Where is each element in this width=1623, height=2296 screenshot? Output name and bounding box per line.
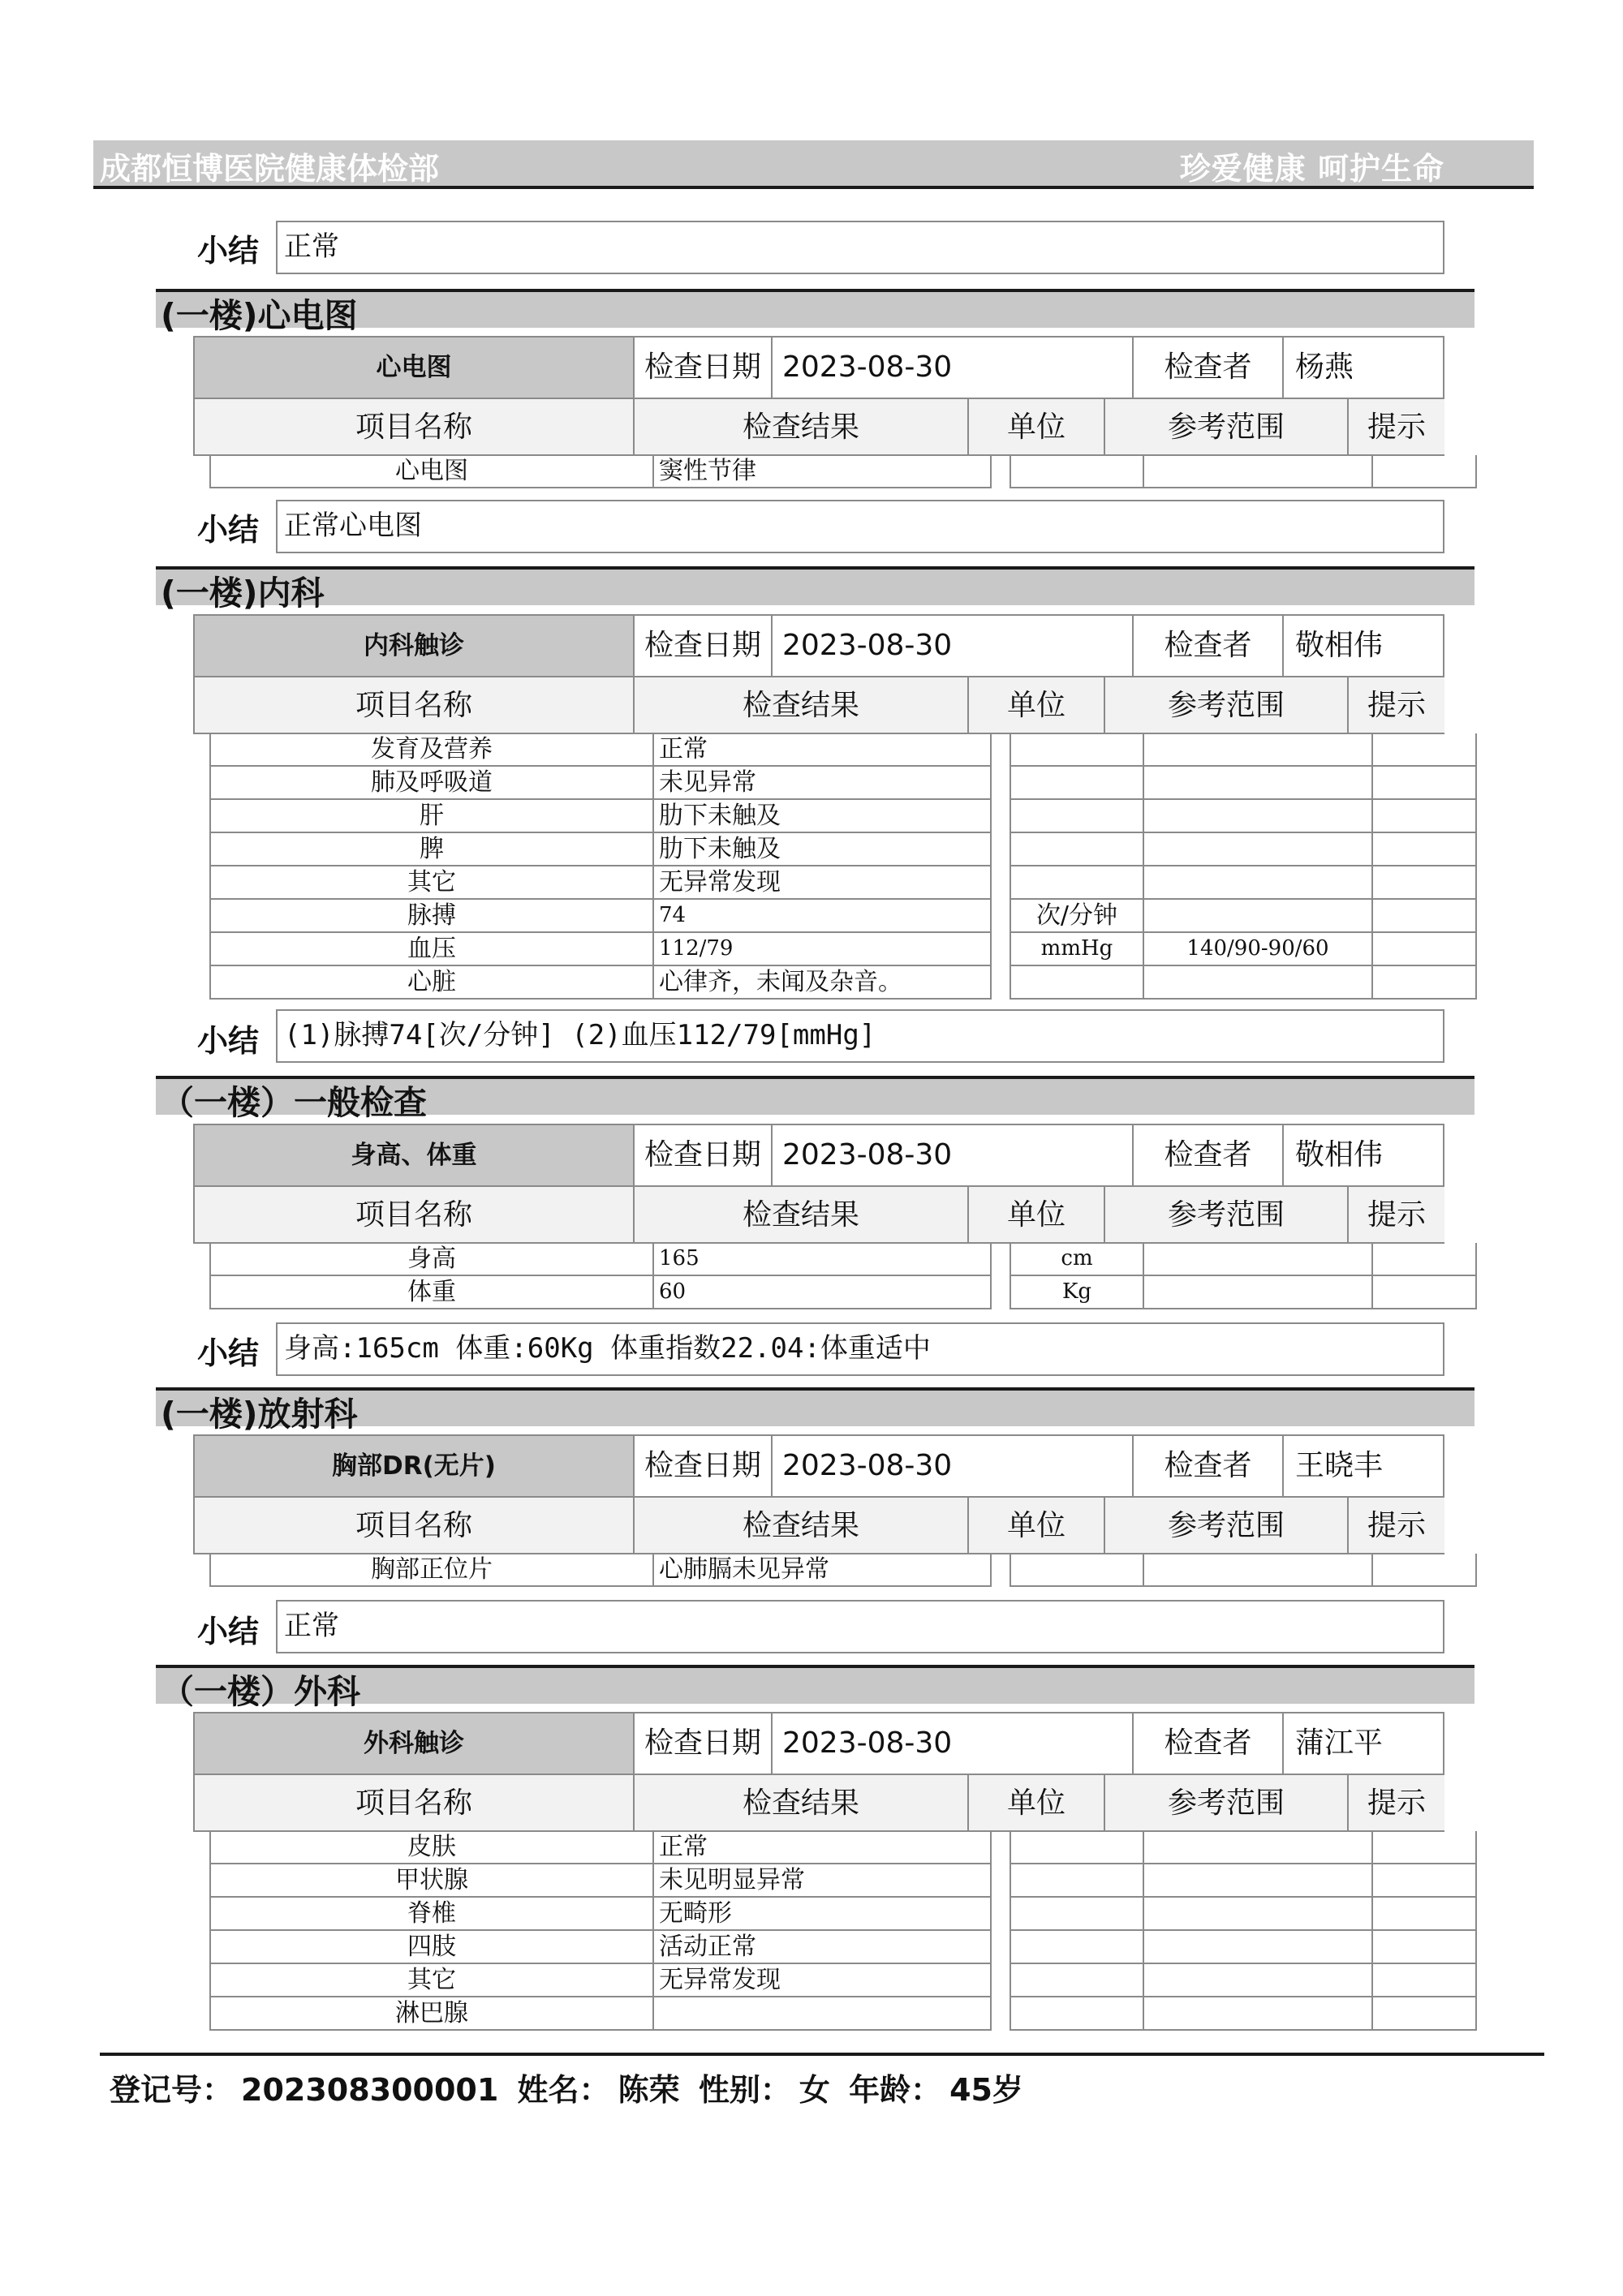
item-name: 脉搏 xyxy=(209,900,654,933)
exam-header xyxy=(193,1712,1444,1832)
table-row xyxy=(209,733,1477,767)
checker-name: 敬相伟 xyxy=(1282,616,1444,676)
col-header-tip: 提示 xyxy=(1347,1496,1444,1553)
name-label: 姓名： xyxy=(517,2072,610,2108)
col-header-unit: 单位 xyxy=(967,676,1104,733)
exam-date: 2023-08-30 xyxy=(771,1436,1327,1496)
col-header-name: 项目名称 xyxy=(195,1774,633,1830)
item-range xyxy=(1144,733,1373,767)
item-name: 发育及营养 xyxy=(209,733,654,767)
table-row xyxy=(209,767,1477,800)
summary-text: 身高:165cm 体重:60Kg 体重指数22.04:体重适中 xyxy=(276,1322,1444,1376)
result-rows xyxy=(209,733,1477,1000)
section-header xyxy=(156,1387,1474,1434)
item-range xyxy=(1144,1554,1373,1587)
summary-text: (1)脉搏74[次/分钟] (2)血压112/79[mmHg] xyxy=(276,1009,1444,1063)
col-header-tip: 提示 xyxy=(1347,398,1444,454)
col-header-result: 检查结果 xyxy=(633,1496,967,1553)
item-tip xyxy=(1373,1931,1477,1964)
item-result: 无异常发现 xyxy=(654,1964,992,1997)
item-result: 肋下未触及 xyxy=(654,800,992,833)
summary-label: 小结 xyxy=(197,512,260,548)
footer-divider xyxy=(100,2053,1544,2056)
item-name: 四肢 xyxy=(209,1931,654,1964)
slogan: 珍爱健康 呵护生命 xyxy=(1179,151,1444,187)
summary-text: 正常 xyxy=(276,221,1444,274)
item-result: 未见异常 xyxy=(654,767,992,800)
item-unit: Kg xyxy=(1010,1276,1144,1309)
col-header-name: 项目名称 xyxy=(195,398,633,454)
hospital-name: 成都恒博医院健康体检部 xyxy=(100,151,440,187)
col-header-range: 参考范围 xyxy=(1104,1185,1347,1242)
table-row xyxy=(209,933,1477,966)
table-row xyxy=(209,455,1477,488)
table-row xyxy=(209,866,1477,900)
exam-name: 外科触诊 xyxy=(195,1713,633,1774)
item-name: 皮肤 xyxy=(209,1831,654,1864)
item-result: 心律齐，未闻及杂音。 xyxy=(654,966,992,1000)
item-name: 肝 xyxy=(209,800,654,833)
col-header-range: 参考范围 xyxy=(1104,398,1347,454)
section-title: (一楼)心电图 xyxy=(161,296,358,335)
item-tip xyxy=(1373,833,1477,866)
item-range xyxy=(1144,1898,1373,1931)
item-unit xyxy=(1010,733,1144,767)
table-row xyxy=(209,1554,1477,1587)
item-result: 窦性节律 xyxy=(654,455,992,488)
item-result: 112/79 xyxy=(654,933,992,966)
checker-name: 敬相伟 xyxy=(1282,1125,1444,1185)
item-name: 其它 xyxy=(209,1964,654,1997)
item-result: 165 xyxy=(654,1243,992,1276)
exam-date: 2023-08-30 xyxy=(771,1713,1327,1774)
item-name: 肺及呼吸道 xyxy=(209,767,654,800)
item-result: 无异常发现 xyxy=(654,866,992,900)
checker-label: 检查者 xyxy=(1132,338,1282,398)
item-unit xyxy=(1010,1554,1144,1587)
item-result: 正常 xyxy=(654,733,992,767)
result-rows xyxy=(209,1831,1477,2031)
item-range xyxy=(1144,1243,1373,1276)
exam-date: 2023-08-30 xyxy=(771,338,1327,398)
item-range xyxy=(1144,1997,1373,2031)
item-tip xyxy=(1373,1964,1477,1997)
date-label: 检查日期 xyxy=(633,1436,771,1496)
col-header-result: 检查结果 xyxy=(633,1774,967,1830)
age-label: 年龄： xyxy=(849,2072,942,2108)
item-unit xyxy=(1010,1931,1144,1964)
section-title: (一楼)内科 xyxy=(161,574,325,613)
date-label: 检查日期 xyxy=(633,1125,771,1185)
table-row xyxy=(209,1964,1477,1997)
exam-date: 2023-08-30 xyxy=(771,1125,1327,1185)
item-tip xyxy=(1373,455,1477,488)
section-header xyxy=(156,1076,1474,1122)
checker-name: 王晓丰 xyxy=(1282,1436,1444,1496)
item-unit xyxy=(1010,1831,1144,1864)
checker-name: 蒲江平 xyxy=(1282,1713,1444,1774)
table-row xyxy=(209,1276,1477,1309)
item-unit xyxy=(1010,866,1144,900)
item-tip xyxy=(1373,1864,1477,1898)
checker-label: 检查者 xyxy=(1132,1713,1282,1774)
summary-text: 正常 xyxy=(276,1600,1444,1653)
section-title: (一楼)放射科 xyxy=(161,1395,358,1434)
item-name: 脊椎 xyxy=(209,1898,654,1931)
item-tip xyxy=(1373,1997,1477,2031)
checker-name: 杨燕 xyxy=(1282,338,1444,398)
item-range xyxy=(1144,800,1373,833)
item-name: 其它 xyxy=(209,866,654,900)
item-unit xyxy=(1010,1898,1144,1931)
item-result xyxy=(654,1997,992,2031)
item-name: 心电图 xyxy=(209,455,654,488)
item-unit xyxy=(1010,833,1144,866)
item-unit: 次/分钟 xyxy=(1010,900,1144,933)
item-tip xyxy=(1373,1898,1477,1931)
col-header-result: 检查结果 xyxy=(633,676,967,733)
item-name: 淋巴腺 xyxy=(209,1997,654,2031)
table-row xyxy=(209,1864,1477,1898)
table-row xyxy=(209,1243,1477,1276)
item-range xyxy=(1144,1831,1373,1864)
item-result: 肋下未触及 xyxy=(654,833,992,866)
table-row xyxy=(209,1898,1477,1931)
item-result: 正常 xyxy=(654,1831,992,1864)
item-range: 140/90-90/60 xyxy=(1144,933,1373,966)
col-header-name: 项目名称 xyxy=(195,676,633,733)
item-range xyxy=(1144,767,1373,800)
item-name: 血压 xyxy=(209,933,654,966)
col-header-unit: 单位 xyxy=(967,1774,1104,1830)
col-header-range: 参考范围 xyxy=(1104,1496,1347,1553)
table-row xyxy=(209,833,1477,866)
patient-footer xyxy=(110,2065,1031,2109)
page-header xyxy=(93,140,1534,189)
summary-label: 小结 xyxy=(197,233,260,269)
item-unit xyxy=(1010,800,1144,833)
col-header-tip: 提示 xyxy=(1347,1774,1444,1830)
patient-gender: 女 xyxy=(799,2072,830,2108)
item-tip xyxy=(1373,800,1477,833)
exam-name: 心电图 xyxy=(195,338,633,398)
item-tip xyxy=(1373,1554,1477,1587)
item-name: 胸部正位片 xyxy=(209,1554,654,1587)
result-rows xyxy=(209,1243,1477,1309)
item-result: 74 xyxy=(654,900,992,933)
summary-text: 正常心电图 xyxy=(276,500,1444,553)
item-unit xyxy=(1010,1864,1144,1898)
col-header-name: 项目名称 xyxy=(195,1185,633,1242)
col-header-unit: 单位 xyxy=(967,1185,1104,1242)
reg-label: 登记号： xyxy=(110,2072,234,2108)
summary-label: 小结 xyxy=(197,1335,260,1371)
patient-name: 陈荣 xyxy=(618,2072,680,2108)
exam-name: 身高、体重 xyxy=(195,1125,633,1185)
item-tip xyxy=(1373,866,1477,900)
col-header-range: 参考范围 xyxy=(1104,1774,1347,1830)
checker-label: 检查者 xyxy=(1132,1125,1282,1185)
patient-age: 45岁 xyxy=(949,2072,1023,2108)
item-tip xyxy=(1373,767,1477,800)
result-rows xyxy=(209,455,1477,488)
table-row xyxy=(209,1997,1477,2031)
exam-header xyxy=(193,1434,1444,1554)
item-range xyxy=(1144,866,1373,900)
item-name: 心脏 xyxy=(209,966,654,1000)
item-unit xyxy=(1010,966,1144,1000)
col-header-result: 检查结果 xyxy=(633,1185,967,1242)
item-range xyxy=(1144,1964,1373,1997)
item-tip xyxy=(1373,1831,1477,1864)
col-header-name: 项目名称 xyxy=(195,1496,633,1553)
date-label: 检查日期 xyxy=(633,338,771,398)
item-result: 无畸形 xyxy=(654,1898,992,1931)
item-range xyxy=(1144,900,1373,933)
item-result: 未见明显异常 xyxy=(654,1864,992,1898)
summary-label: 小结 xyxy=(197,1023,260,1059)
exam-header xyxy=(193,336,1444,456)
section-header xyxy=(156,1665,1474,1711)
gender-label: 性别： xyxy=(698,2072,791,2108)
table-row xyxy=(209,800,1477,833)
item-unit: cm xyxy=(1010,1243,1144,1276)
item-unit xyxy=(1010,455,1144,488)
item-result: 心肺膈未见异常 xyxy=(654,1554,992,1587)
item-tip xyxy=(1373,1276,1477,1309)
col-header-unit: 单位 xyxy=(967,1496,1104,1553)
item-name: 身高 xyxy=(209,1243,654,1276)
item-tip xyxy=(1373,933,1477,966)
exam-name: 内科触诊 xyxy=(195,616,633,676)
exam-name: 胸部DR(无片) xyxy=(195,1436,633,1496)
result-rows xyxy=(209,1554,1477,1587)
item-range xyxy=(1144,1931,1373,1964)
col-header-result: 检查结果 xyxy=(633,398,967,454)
item-unit: mmHg xyxy=(1010,933,1144,966)
item-result: 60 xyxy=(654,1276,992,1309)
table-row xyxy=(209,1931,1477,1964)
col-header-tip: 提示 xyxy=(1347,1185,1444,1242)
col-header-range: 参考范围 xyxy=(1104,676,1347,733)
item-unit xyxy=(1010,1997,1144,2031)
reg-number: 202308300001 xyxy=(241,2072,499,2108)
item-tip xyxy=(1373,733,1477,767)
date-label: 检查日期 xyxy=(633,1713,771,1774)
item-name: 甲状腺 xyxy=(209,1864,654,1898)
col-header-tip: 提示 xyxy=(1347,676,1444,733)
item-unit xyxy=(1010,767,1144,800)
item-name: 体重 xyxy=(209,1276,654,1309)
item-tip xyxy=(1373,900,1477,933)
checker-label: 检查者 xyxy=(1132,1436,1282,1496)
item-tip xyxy=(1373,966,1477,1000)
table-row xyxy=(209,966,1477,1000)
item-result: 活动正常 xyxy=(654,1931,992,1964)
summary-label: 小结 xyxy=(197,1614,260,1649)
exam-header xyxy=(193,614,1444,734)
item-unit xyxy=(1010,1964,1144,1997)
checker-label: 检查者 xyxy=(1132,616,1282,676)
table-row xyxy=(209,1831,1477,1864)
col-header-unit: 单位 xyxy=(967,398,1104,454)
item-name: 脾 xyxy=(209,833,654,866)
section-header xyxy=(156,566,1474,613)
exam-header xyxy=(193,1124,1444,1244)
section-title: （一楼）一般检查 xyxy=(161,1083,427,1122)
item-range xyxy=(1144,966,1373,1000)
section-title: （一楼）外科 xyxy=(161,1672,360,1711)
date-label: 检查日期 xyxy=(633,616,771,676)
item-range xyxy=(1144,1276,1373,1309)
exam-date: 2023-08-30 xyxy=(771,616,1327,676)
table-row xyxy=(209,900,1477,933)
item-range xyxy=(1144,1864,1373,1898)
section-header xyxy=(156,289,1474,335)
item-range xyxy=(1144,833,1373,866)
item-range xyxy=(1144,455,1373,488)
item-tip xyxy=(1373,1243,1477,1276)
